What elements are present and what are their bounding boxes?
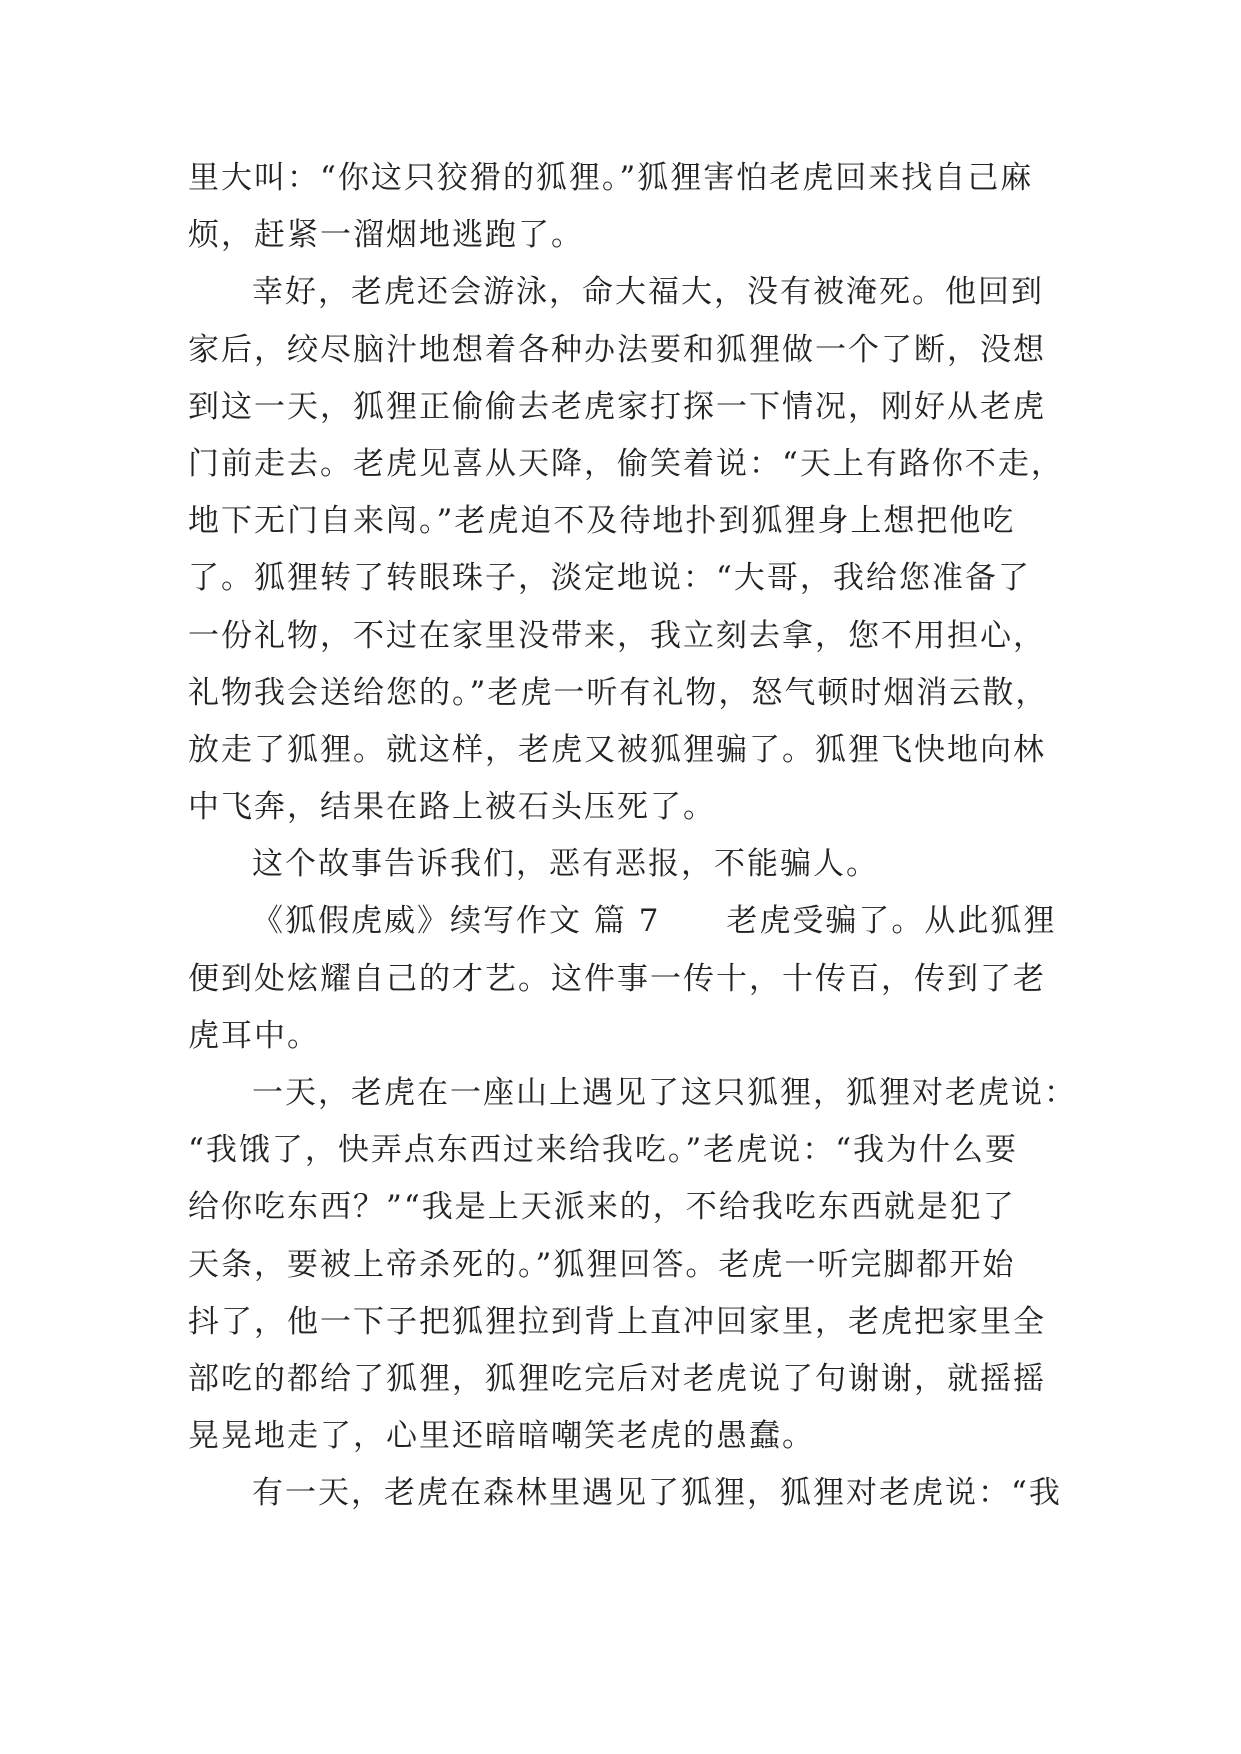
paragraph-start-line: 一天，老虎在一座山上遇见了这只狐狸，狐狸对老虎说：	[252, 1075, 1077, 1111]
text-line: 放走了狐狸。就这样，老虎又被狐狸骗了。狐狸飞快地向林	[188, 731, 1046, 768]
text-line: 虎耳中。	[188, 1017, 320, 1054]
text-line: 到这一天，狐狸正偷偷去老虎家打探一下情况，刚好从老虎	[188, 388, 1046, 425]
text-line: 一份礼物，不过在家里没带来，我立刻去拿，您不用担心，	[188, 617, 1046, 654]
text-line: 抖了，他一下子把狐狸拉到背上直冲回家里，老虎把家里全	[188, 1303, 1046, 1340]
text-line: 部吃的都给了狐狸，狐狸吃完后对老虎说了句谢谢，就摇摇	[188, 1360, 1046, 1397]
text-line: 家后，绞尽脑汁地想着各种办法要和狐狸做一个了断，没想	[188, 331, 1046, 368]
text-line: 门前走去。老虎见喜从天降，偷笑着说：“天上有路你不走，	[188, 445, 1064, 482]
text-line: 晃晃地走了，心里还暗暗嘲笑老虎的愚蠢。	[188, 1418, 815, 1455]
text-line: 中飞奔，结果在路上被石头压死了。	[188, 789, 716, 826]
text-line: 礼物我会送给您的。”老虎一听有礼物，怒气顿时烟消云散，	[188, 674, 1049, 711]
text-line: 天条，要被上帝杀死的。”狐狸回答。老虎一听完脚都开始	[188, 1246, 1016, 1283]
section-heading-line: 《狐假虎威》续写作文 篇 7 老虎受骗了。从此狐狸	[252, 903, 1057, 940]
paragraph-start-line: 幸好，老虎还会游泳，命大福大，没有被淹死。他回到	[252, 274, 1044, 311]
text-line: 便到处炫耀自己的才艺。这件事一传十，十传百，传到了老	[188, 960, 1046, 997]
paragraph-start-line: 有一天，老虎在森林里遇见了狐狸，狐狸对老虎说：“我	[252, 1475, 1062, 1512]
text-line: 烦，赶紧一溜烟地逃跑了。	[188, 217, 584, 254]
body-text	[188, 150, 1077, 1523]
paragraph-start-line: 这个故事告诉我们，恶有恶报，不能骗人。	[252, 846, 879, 883]
text-line: 里大叫：“你这只狡猾的狐狸。”狐狸害怕老虎回来找自己麻	[188, 160, 1034, 196]
text-line: “我饿了，快弄点东西过来给我吃。”老虎说：“我为什么要	[188, 1132, 1019, 1169]
text-line: 地下无门自来闯。”老虎迫不及待地扑到狐狸身上想把他吃	[188, 503, 1016, 540]
text-line: 给你吃东西？”“我是上天派来的，不给我吃东西就是犯了	[188, 1189, 1016, 1226]
text-line: 了。狐狸转了转眼珠子，淡定地说：“大哥，我给您准备了	[188, 560, 1031, 597]
